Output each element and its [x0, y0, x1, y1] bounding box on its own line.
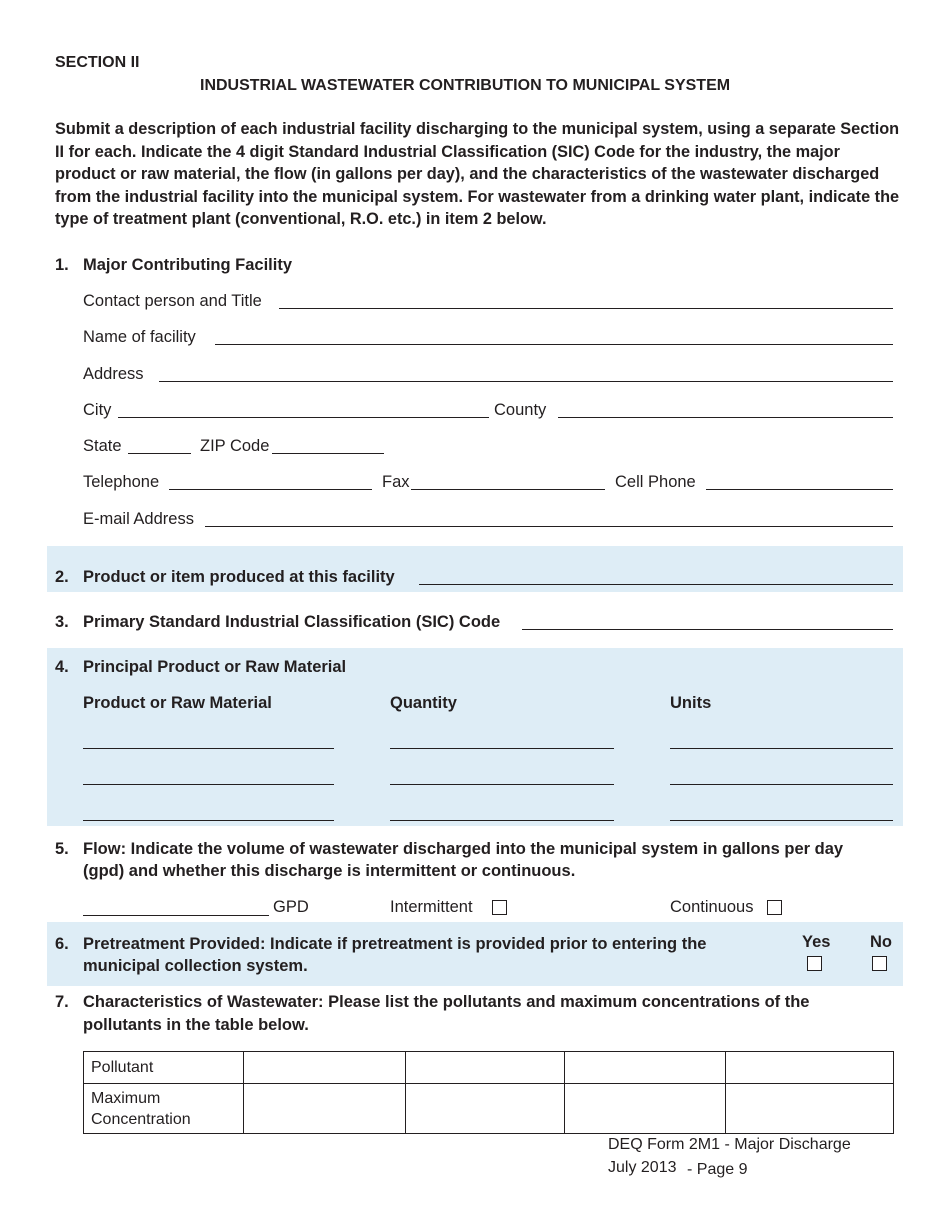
- zip-field[interactable]: [272, 453, 384, 454]
- sic-code-label: Primary Standard Industrial Classification (SIC) Code: [83, 613, 501, 631]
- contact-person-field[interactable]: [279, 308, 893, 309]
- item7-number: 7.: [55, 993, 69, 1011]
- zip-label: ZIP Code: [200, 437, 270, 455]
- units-field-3[interactable]: [670, 820, 893, 821]
- intermittent-checkbox[interactable]: [492, 900, 507, 915]
- product-column-header: Product or Raw Material: [83, 694, 272, 712]
- footer-page-number: - Page 9: [687, 1161, 748, 1178]
- address-field[interactable]: [159, 381, 893, 382]
- concentration-cell-2[interactable]: [406, 1084, 565, 1134]
- gpd-field[interactable]: [83, 915, 269, 916]
- characteristics-line1: Characteristics of Wastewater: Please list the pollutants and maximum concentrations of the: [83, 993, 810, 1011]
- pretreatment-line2: municipal collection system.: [83, 957, 308, 975]
- cell-phone-field[interactable]: [706, 489, 893, 490]
- contact-person-label: Contact person and Title: [83, 292, 262, 310]
- email-field[interactable]: [205, 526, 893, 527]
- product-produced-label: Product or item produced at this facility: [83, 568, 395, 586]
- concentration-cell-3[interactable]: [565, 1084, 726, 1134]
- quantity-field-1[interactable]: [390, 748, 614, 749]
- facility-name-field[interactable]: [215, 344, 893, 345]
- product-field-3[interactable]: [83, 820, 334, 821]
- email-label: E-mail Address: [83, 510, 194, 528]
- pollutant-cell-3[interactable]: [565, 1052, 726, 1084]
- section-label: SECTION II: [55, 54, 140, 71]
- pretreatment-yes-checkbox[interactable]: [807, 956, 822, 971]
- item2-number: 2.: [55, 568, 69, 586]
- city-label: City: [83, 401, 112, 419]
- state-label: State: [83, 437, 122, 455]
- item4-number: 4.: [55, 658, 69, 676]
- cell-phone-label: Cell Phone: [615, 473, 696, 491]
- state-field[interactable]: [128, 453, 191, 454]
- table-row: [84, 1052, 894, 1084]
- pollutant-cell-1[interactable]: [244, 1052, 406, 1084]
- sic-code-field[interactable]: [522, 629, 893, 630]
- item3-number: 3.: [55, 613, 69, 631]
- flow-instructions-line2: (gpd) and whether this discharge is intermittent or continuous.: [83, 862, 576, 880]
- section-intro: Submit a description of each industrial facility discharging to the municipal system, using a separate Section II for each. Indicate the 4 digit Standard Industrial Classification (SIC) Code for the industry, the major product or raw material, the flow (in gallons per day), and the characteristics of the wastewater discharged from the industrial facility into the municipal system. For wastewater from a drinking water plant, indicate the type of treatment plant (conventional, R.O. etc.) in item 2 below.: [55, 120, 900, 228]
- yes-label: Yes: [802, 933, 831, 951]
- product-produced-field[interactable]: [419, 584, 893, 585]
- pretreatment-line1: Pretreatment Provided: Indicate if pretreatment is provided prior to entering the: [83, 935, 707, 953]
- item5-number: 5.: [55, 840, 69, 858]
- gpd-label: GPD: [273, 898, 309, 916]
- fax-field[interactable]: [411, 489, 605, 490]
- concentration-cell-4[interactable]: [726, 1084, 894, 1134]
- continuous-checkbox[interactable]: [767, 900, 782, 915]
- pretreatment-no-checkbox[interactable]: [872, 956, 887, 971]
- units-field-2[interactable]: [670, 784, 893, 785]
- item1-number: 1.: [55, 256, 69, 274]
- characteristics-line2: pollutants in the table below.: [83, 1016, 309, 1034]
- item4-title: Principal Product or Raw Material: [83, 658, 347, 676]
- product-field-1[interactable]: [83, 748, 334, 749]
- county-field[interactable]: [558, 417, 893, 418]
- quantity-field-2[interactable]: [390, 784, 614, 785]
- max-concentration-label-line2: Concentration: [91, 1110, 191, 1128]
- intermittent-label: Intermittent: [390, 898, 473, 916]
- footer-form-name: DEQ Form 2M1 - Major Discharge: [608, 1136, 851, 1153]
- pollutant-cell-4[interactable]: [726, 1052, 894, 1084]
- units-field-1[interactable]: [670, 748, 893, 749]
- quantity-field-3[interactable]: [390, 820, 614, 821]
- pollutant-row-label: Pollutant: [84, 1052, 244, 1084]
- footer-date: July 2013: [608, 1159, 677, 1176]
- item6-band: [47, 922, 903, 986]
- city-field[interactable]: [118, 417, 489, 418]
- item1-title: Major Contributing Facility: [83, 256, 292, 274]
- telephone-label: Telephone: [83, 473, 160, 491]
- no-label: No: [870, 933, 892, 951]
- county-label: County: [494, 401, 547, 419]
- pollutant-table: [83, 1051, 894, 1134]
- item6-number: 6.: [55, 935, 69, 953]
- table-row: [84, 1084, 894, 1134]
- pollutant-cell-2[interactable]: [406, 1052, 565, 1084]
- fax-label: Fax: [382, 473, 410, 491]
- product-field-2[interactable]: [83, 784, 334, 785]
- address-label: Address: [83, 365, 144, 383]
- flow-instructions-line1: Flow: Indicate the volume of wastewater discharged into the municipal system in gallons per day: [83, 840, 844, 858]
- telephone-field[interactable]: [169, 489, 372, 490]
- concentration-cell-1[interactable]: [244, 1084, 406, 1134]
- facility-name-label: Name of facility: [83, 328, 196, 346]
- units-column-header: Units: [670, 694, 712, 712]
- max-concentration-row-label: [84, 1084, 244, 1134]
- max-concentration-label-line1: Maximum: [91, 1089, 161, 1107]
- quantity-column-header: Quantity: [390, 694, 457, 712]
- continuous-label: Continuous: [670, 898, 754, 916]
- section-title: INDUSTRIAL WASTEWATER CONTRIBUTION TO MUNICIPAL SYSTEM: [200, 77, 731, 94]
